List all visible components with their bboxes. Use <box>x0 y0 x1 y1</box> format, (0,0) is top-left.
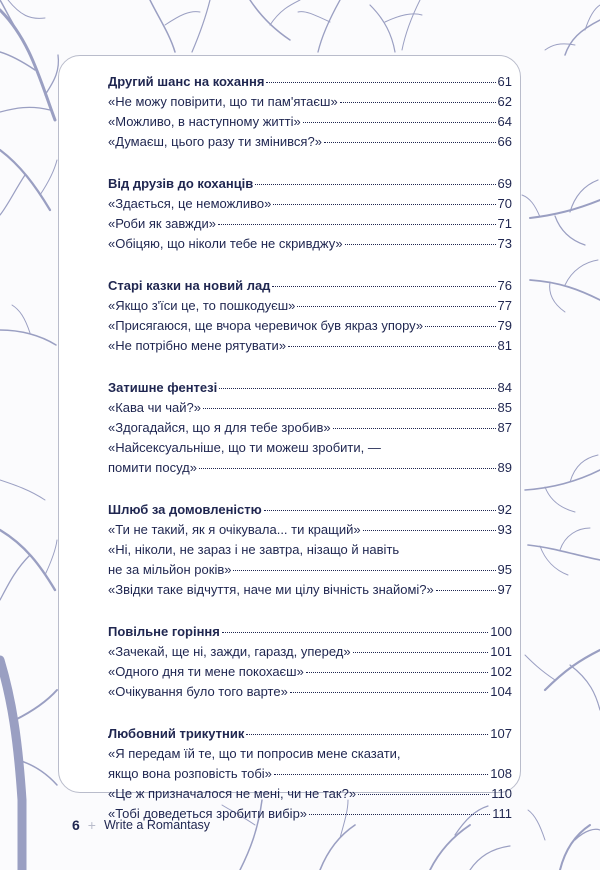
entry-title: «Це ж призначалося не мені, чи не так?» <box>108 786 357 801</box>
entry-title: «Здається, це неможливо» <box>108 196 272 211</box>
entry-title: «Обіцяю, що ніколи тебе не скривджу» <box>108 236 343 251</box>
page-ref: 89 <box>497 460 512 475</box>
toc-entry[interactable] <box>108 784 512 804</box>
toc-entry[interactable] <box>108 316 512 336</box>
toc-section-heading[interactable] <box>108 378 512 398</box>
section-title: Шлюб за домовленістю <box>108 502 262 517</box>
toc-entry[interactable] <box>108 662 512 682</box>
page-ref: 92 <box>497 502 512 517</box>
dot-leader <box>303 122 496 123</box>
page-ref: 77 <box>497 298 512 313</box>
page-ref: 70 <box>497 196 512 211</box>
entry-title: «Можливо, в наступному житті» <box>108 114 301 129</box>
toc-entry[interactable] <box>108 458 512 478</box>
entry-title: «Якщо з'їси це, то пошкодуєш» <box>108 298 296 313</box>
dot-leader <box>274 774 488 775</box>
entry-title: «Ти не такий, як я очікувала... ти кращий» <box>108 522 361 537</box>
page-ref: 87 <box>497 420 512 435</box>
page-ref: 73 <box>497 236 512 251</box>
toc-section <box>108 174 512 254</box>
dot-leader <box>333 428 496 429</box>
toc-entry[interactable] <box>108 234 512 254</box>
toc-entry-line: «Я передам їй те, що ти попросив мене сказати, <box>108 746 401 761</box>
page-ref: 85 <box>497 400 512 415</box>
entry-title: «Присягаюся, ще вчора черевичок був якраз упору» <box>108 318 424 333</box>
dot-leader <box>345 244 496 245</box>
page-ref: 101 <box>490 644 512 659</box>
toc-section <box>108 276 512 356</box>
entry-title: «Здогадайся, що я для тебе зробив» <box>108 420 331 435</box>
toc-section <box>108 72 512 152</box>
page-ref: 71 <box>497 216 512 231</box>
book-title: Write a Romantasy <box>103 818 211 832</box>
dot-leader <box>273 204 495 205</box>
toc-section-heading[interactable] <box>108 500 512 520</box>
entry-title: «Не можу повірити, що ти пам'ятаєш» <box>108 94 338 109</box>
toc-entry-line: «Ні, ніколи, не зараз і не завтра, нізащо й навіть <box>108 542 400 557</box>
entry-title: «Не потрібно мене рятувати» <box>108 338 287 353</box>
dot-leader <box>264 510 496 511</box>
dot-leader <box>203 408 496 409</box>
entry-title: «Тобі доведеться зробити вибір» <box>108 806 308 821</box>
toc-section <box>108 500 512 600</box>
page-ref: 108 <box>490 766 512 781</box>
toc-entry[interactable] <box>108 194 512 214</box>
dot-leader <box>272 286 495 287</box>
toc-entry[interactable] <box>108 520 512 540</box>
page-ref: 76 <box>497 278 512 293</box>
entry-title: «Думаєш, цього разу ти змінився?» <box>108 134 322 149</box>
page-ref: 64 <box>497 114 512 129</box>
dot-leader <box>199 468 496 469</box>
dot-leader <box>288 346 495 347</box>
page-ref: 95 <box>497 562 512 577</box>
dot-leader <box>358 794 489 795</box>
toc-entry[interactable] <box>108 560 512 580</box>
page-ref: 93 <box>497 522 512 537</box>
toc-entry[interactable] <box>108 132 512 152</box>
page-ref: 66 <box>497 134 512 149</box>
entry-title: «Роби як завжди» <box>108 216 216 231</box>
page-ref: 104 <box>490 684 512 699</box>
entry-title: «Звідки таке відчуття, наче ми цілу вічність знайомі?» <box>108 582 434 597</box>
toc-section <box>108 622 512 702</box>
page-ref: 62 <box>497 94 512 109</box>
dot-leader <box>255 184 495 185</box>
dot-leader <box>309 814 490 815</box>
page-ref: 61 <box>497 74 512 89</box>
dot-leader <box>246 734 488 735</box>
toc-section <box>108 724 512 824</box>
entry-title: «Зачекай, ще ні, зажди, гаразд, уперед» <box>108 644 351 659</box>
page-footer <box>72 817 210 833</box>
toc-entry[interactable] <box>108 92 512 112</box>
page-ref: 110 <box>491 786 512 801</box>
toc-section-heading[interactable] <box>108 622 512 642</box>
page-ref: 111 <box>492 806 512 821</box>
page-ref: 97 <box>497 582 512 597</box>
toc-entry-line: «Найсексуальніше, що ти можеш зробити, — <box>108 440 381 455</box>
toc-entry[interactable] <box>108 682 512 702</box>
dot-leader <box>297 306 495 307</box>
page-number: 6 <box>72 817 80 833</box>
section-title: Затишне фентезі <box>108 380 218 395</box>
page-ref: 100 <box>490 624 512 639</box>
page-ref: 69 <box>497 176 512 191</box>
toc-entry[interactable] <box>108 418 512 438</box>
entry-title: якщо вона розповість тобі» <box>108 766 272 781</box>
toc-section-heading[interactable] <box>108 174 512 194</box>
dot-leader <box>222 632 488 633</box>
entry-title: не за мільйон років» <box>108 562 232 577</box>
toc-section-heading[interactable] <box>108 276 512 296</box>
page-ref: 107 <box>490 726 512 741</box>
dot-leader <box>425 326 495 327</box>
section-title: Любовний трикутник <box>108 726 245 741</box>
toc-section <box>108 378 512 478</box>
dot-leader <box>218 224 496 225</box>
section-title: Старі казки на новий лад <box>108 278 271 293</box>
toc-entry[interactable] <box>108 642 512 662</box>
dot-leader <box>266 82 495 83</box>
dot-leader <box>290 692 488 693</box>
entry-title: «Одного дня ти мене покохаєш» <box>108 664 304 679</box>
page-ref: 102 <box>490 664 512 679</box>
toc-section-heading[interactable] <box>108 72 512 92</box>
toc-entry[interactable] <box>108 112 512 132</box>
separator: + <box>87 817 96 833</box>
dot-leader <box>324 142 496 143</box>
entry-title: «Кава чи чай?» <box>108 400 202 415</box>
dot-leader <box>340 102 496 103</box>
toc-entry[interactable] <box>108 214 512 234</box>
table-of-contents <box>108 72 512 846</box>
entry-title: помити посуд» <box>108 460 197 475</box>
toc-entry[interactable] <box>108 398 512 418</box>
toc-entry[interactable] <box>108 296 512 316</box>
toc-entry[interactable] <box>108 336 512 356</box>
dot-leader <box>219 388 495 389</box>
page-ref: 84 <box>497 380 512 395</box>
dot-leader <box>306 672 488 673</box>
dot-leader <box>233 570 495 571</box>
section-title: Другий шанс на кохання <box>108 74 265 89</box>
toc-section-heading[interactable] <box>108 724 512 744</box>
section-title: Повільне горіння <box>108 624 220 639</box>
entry-title: «Очікування було того варте» <box>108 684 288 699</box>
section-title: Від друзів до коханців <box>108 176 254 191</box>
toc-entry[interactable] <box>108 764 512 784</box>
dot-leader <box>436 590 496 591</box>
page-ref: 81 <box>497 338 512 353</box>
dot-leader <box>363 530 496 531</box>
dot-leader <box>353 652 489 653</box>
toc-entry[interactable] <box>108 580 512 600</box>
page-ref: 79 <box>497 318 512 333</box>
